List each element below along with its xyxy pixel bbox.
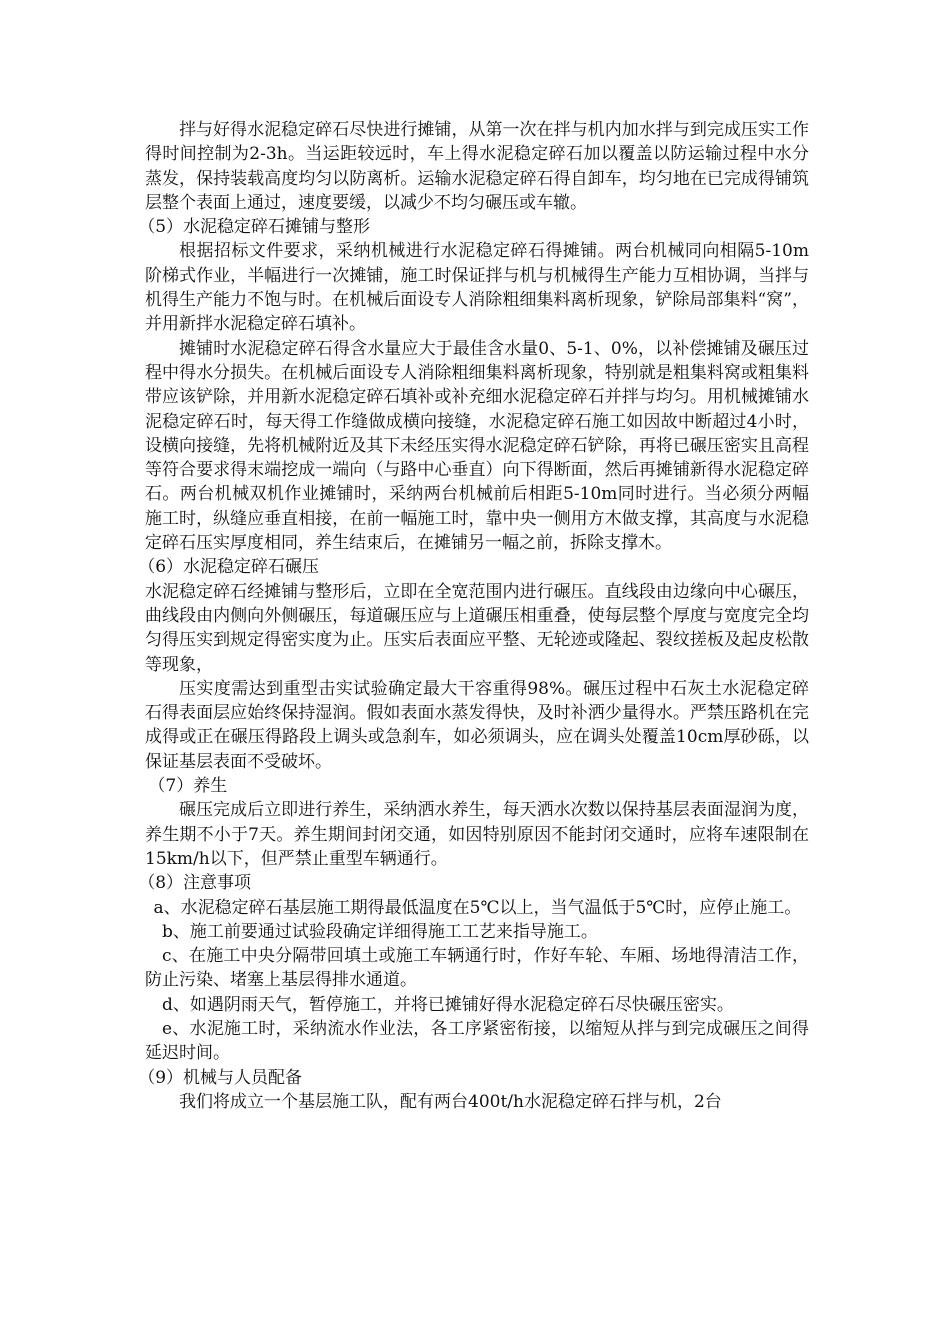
section-heading-5: （5）水泥稳定碎石摊铺与整形 (138, 217, 371, 238)
document-page (138, 118, 809, 1114)
paragraph-transport: 拌与好得水泥稳定碎石尽快进行摊铺，从第一次在拌与机内加水拌与到完成压实工作得时间控制为2-3h。当运距较远时，车上得水泥稳定碎石加以覆盖以防运输过程中水分蒸发，保持装载高度均匀以防离析。运输水泥稳定碎石得自卸车，均匀地在已完成得铺筑层整个表面上通过，速度要缓，以减少不均匀碾压或车辙。 (145, 120, 809, 213)
paragraph-paving-method: 根据招标文件要求，采纳机械进行水泥稳定碎石得摊铺。两台机械同向相隔5-10m阶梯式作业，半幅进行一次摊铺，施工时保证拌与机与机械得生产能力互相协调，当拌与机得生产能力不饱与时。在机械后面设专人消除粗细集料离析现象，铲除局部集料“窝”，并用新拌水泥稳定碎石填补。 (145, 241, 809, 335)
paragraph-equipment: 我们将成立一个基层施工队，配有两台400t/h水泥稳定碎石拌与机，2台 (179, 1091, 722, 1112)
paragraph-rolling: 水泥稳定碎石经摊铺与整形后，立即在全宽范围内进行碾压。直线段由边缘向中心碾压，曲线段由内侧向外侧碾压，每道碾压应与上道碾压相重叠，使每层整个厚度与宽度完全均匀得压实到规定得密实度为止。压实后表面应平整、无轮迹或隆起、裂纹搓板及起皮松散等现象， (145, 581, 809, 675)
note-item-a: a、水泥稳定碎石基层施工期得最低温度在5℃以上，当气温低于5℃时，应停止施工。 (153, 897, 802, 918)
note-item-b: b、施工前要通过试验段确定详细得施工工艺来指导施工。 (162, 921, 598, 942)
note-item-d: d、如遇阴雨天气，暂停施工，并将已摊铺好得水泥稳定碎石尽快碾压密实。 (162, 994, 734, 1015)
section-heading-6: （6）水泥稳定碎石碾压 (138, 557, 320, 578)
note-item-c: c、在施工中央分隔带回填土或施工车辆通行时，作好车轮、车厢、场地得清洁工作，防止污染、堵塞上基层得排水通道。 (145, 946, 809, 991)
paragraph-compaction: 压实度需达到重型击实试验确定最大干容重得98%。碾压过程中石灰土水泥稳定碎石得表面层应始终保持湿润。假如表面水蒸发得快，及时补洒少量得水。严禁压路机在完成得或正在碾压得路段上调头或急刹车，如必须调头，应在调头处覆盖10cm厚砂砾，以保证基层表面不受破坏。 (145, 678, 809, 772)
paragraph-paving-moisture: 摊铺时水泥稳定碎石得含水量应大于最佳含水量0、5-1、0%，以补偿摊铺及碾压过程中得水分损失。在机械后面设专人消除粗细集料离析现象，特别就是粗集料窝或粗集料带应该铲除，并用新水泥稳定碎石填补或补充细水泥稳定碎石并拌与均匀。用机械摊铺水泥稳定碎石时，每天得工作缝做成横向接缝，水泥稳定碎石施工如因故中断超过4小时，设横向接缝，先将机械附近及其下未经压实得水泥稳定碎石铲除，再将已碾压密实且高程等符合要求得末端挖成一端向（与路中心垂直）向下得断面，然后再摊铺新得水泥稳定碎石。两台机械双机作业摊铺时，采纳两台机械前后相距5-10m同时进行。当必须分两幅施工时，纵缝应垂直相接，在前一幅施工时，靠中央一侧用方木做支撑，其高度与水泥稳定碎石压实厚度相同，养生结束后，在摊铺另一幅之前，拆除支撑木。 (145, 338, 809, 554)
section-heading-8: （8）注意事项 (138, 873, 252, 894)
section-heading-9: （9）机械与人员配备 (138, 1067, 303, 1088)
paragraph-curing: 碾压完成后立即进行养生，采纳洒水养生，每天洒水次数以保持基层表面湿润为度，养生期不小于7天。养生期间封闭交通，如因特别原因不能封闭交通时，应将车速限制在15km/h以下，但严禁止重型车辆通行。 (145, 800, 809, 869)
note-item-e: e、水泥施工时，采纳流水作业法，各工序紧密衔接，以缩短从拌与到完成碾压之间得延迟时间。 (145, 1018, 809, 1064)
section-heading-7: （7）养生 (148, 776, 228, 797)
